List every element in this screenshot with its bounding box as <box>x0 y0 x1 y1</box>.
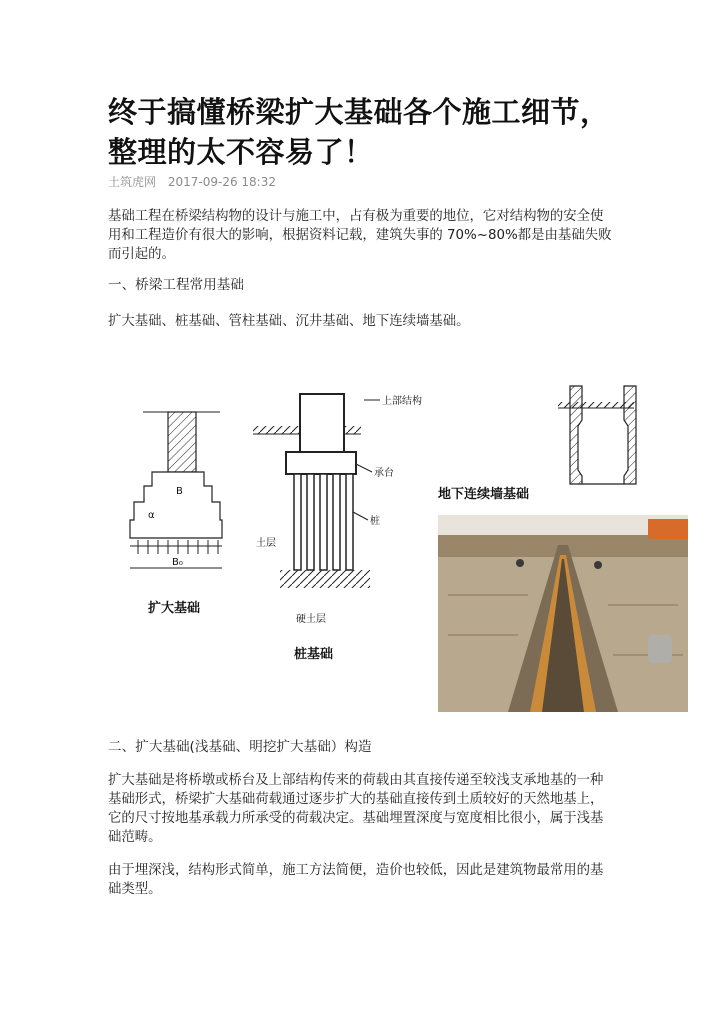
construction-site-photo <box>438 515 688 712</box>
section2-heading: 二、扩大基础(浅基础、明挖扩大基础）构造 <box>108 739 372 755</box>
article-meta <box>108 173 284 190</box>
soft-soil-label: 土层 <box>256 538 276 549</box>
trench-photo-illustration <box>438 515 688 712</box>
section2-paragraph-1: 扩大基础是将桥墩或桥台及上部结构传来的荷载由其直接传递至较浅支承地基的一种基础形式，桥梁扩大基础荷载通过逐步扩大的基础直接传到土质较好的天然地基上，它的尺寸按地基承载力所承受的荷载决定。基础埋置深度与宽度相比很小，属于浅基础范畴。 <box>108 773 604 845</box>
pile-foundation-diagram <box>253 394 422 662</box>
cap-label: 承台 <box>374 468 394 479</box>
dim-b: B <box>176 486 183 497</box>
foundation-types-figure <box>108 360 694 715</box>
spread-foundation-diagram <box>130 412 222 616</box>
hard-soil-label: 硬土层 <box>296 614 326 625</box>
pile-label: 桩 <box>370 516 380 527</box>
section1-heading: 一、桥梁工程常用基础 <box>108 277 244 293</box>
section2-paragraph-2: 由于埋深浅，结构形式简单，施工方法简便，造价也较低，因此是建筑物最常用的基础类型。 <box>108 863 604 897</box>
article-title: 终于搞懂桥梁扩大基础各个施工细节，整理的太不容易了！ <box>108 95 610 169</box>
intro-paragraph: 基础工程在桥梁结构物的设计与施工中，占有极为重要的地位，它对结构物的安全使用和工程造价有很大的影响，根据资料记载，建筑失事的 70%~80%都是由基础失败而引起的。 <box>108 209 612 262</box>
superstructure-label: 上部结构 <box>382 396 422 407</box>
pile-foundation-label: 桩基础 <box>294 647 334 662</box>
article-source[interactable]: 土筑虎网 <box>108 175 157 189</box>
diaphragm-wall-diagram <box>438 386 636 502</box>
diaphragm-wall-label: 地下连续墙基础 <box>438 487 530 502</box>
spread-foundation-label: 扩大基础 <box>148 601 201 616</box>
section1-text: 扩大基础、桩基础、管柱基础、沉井基础、地下连续墙基础。 <box>108 314 470 329</box>
article-date: 2017-09-26 18:32 <box>167 175 276 189</box>
angle-alpha: α <box>148 510 155 521</box>
dim-b0: B₀ <box>172 557 183 568</box>
